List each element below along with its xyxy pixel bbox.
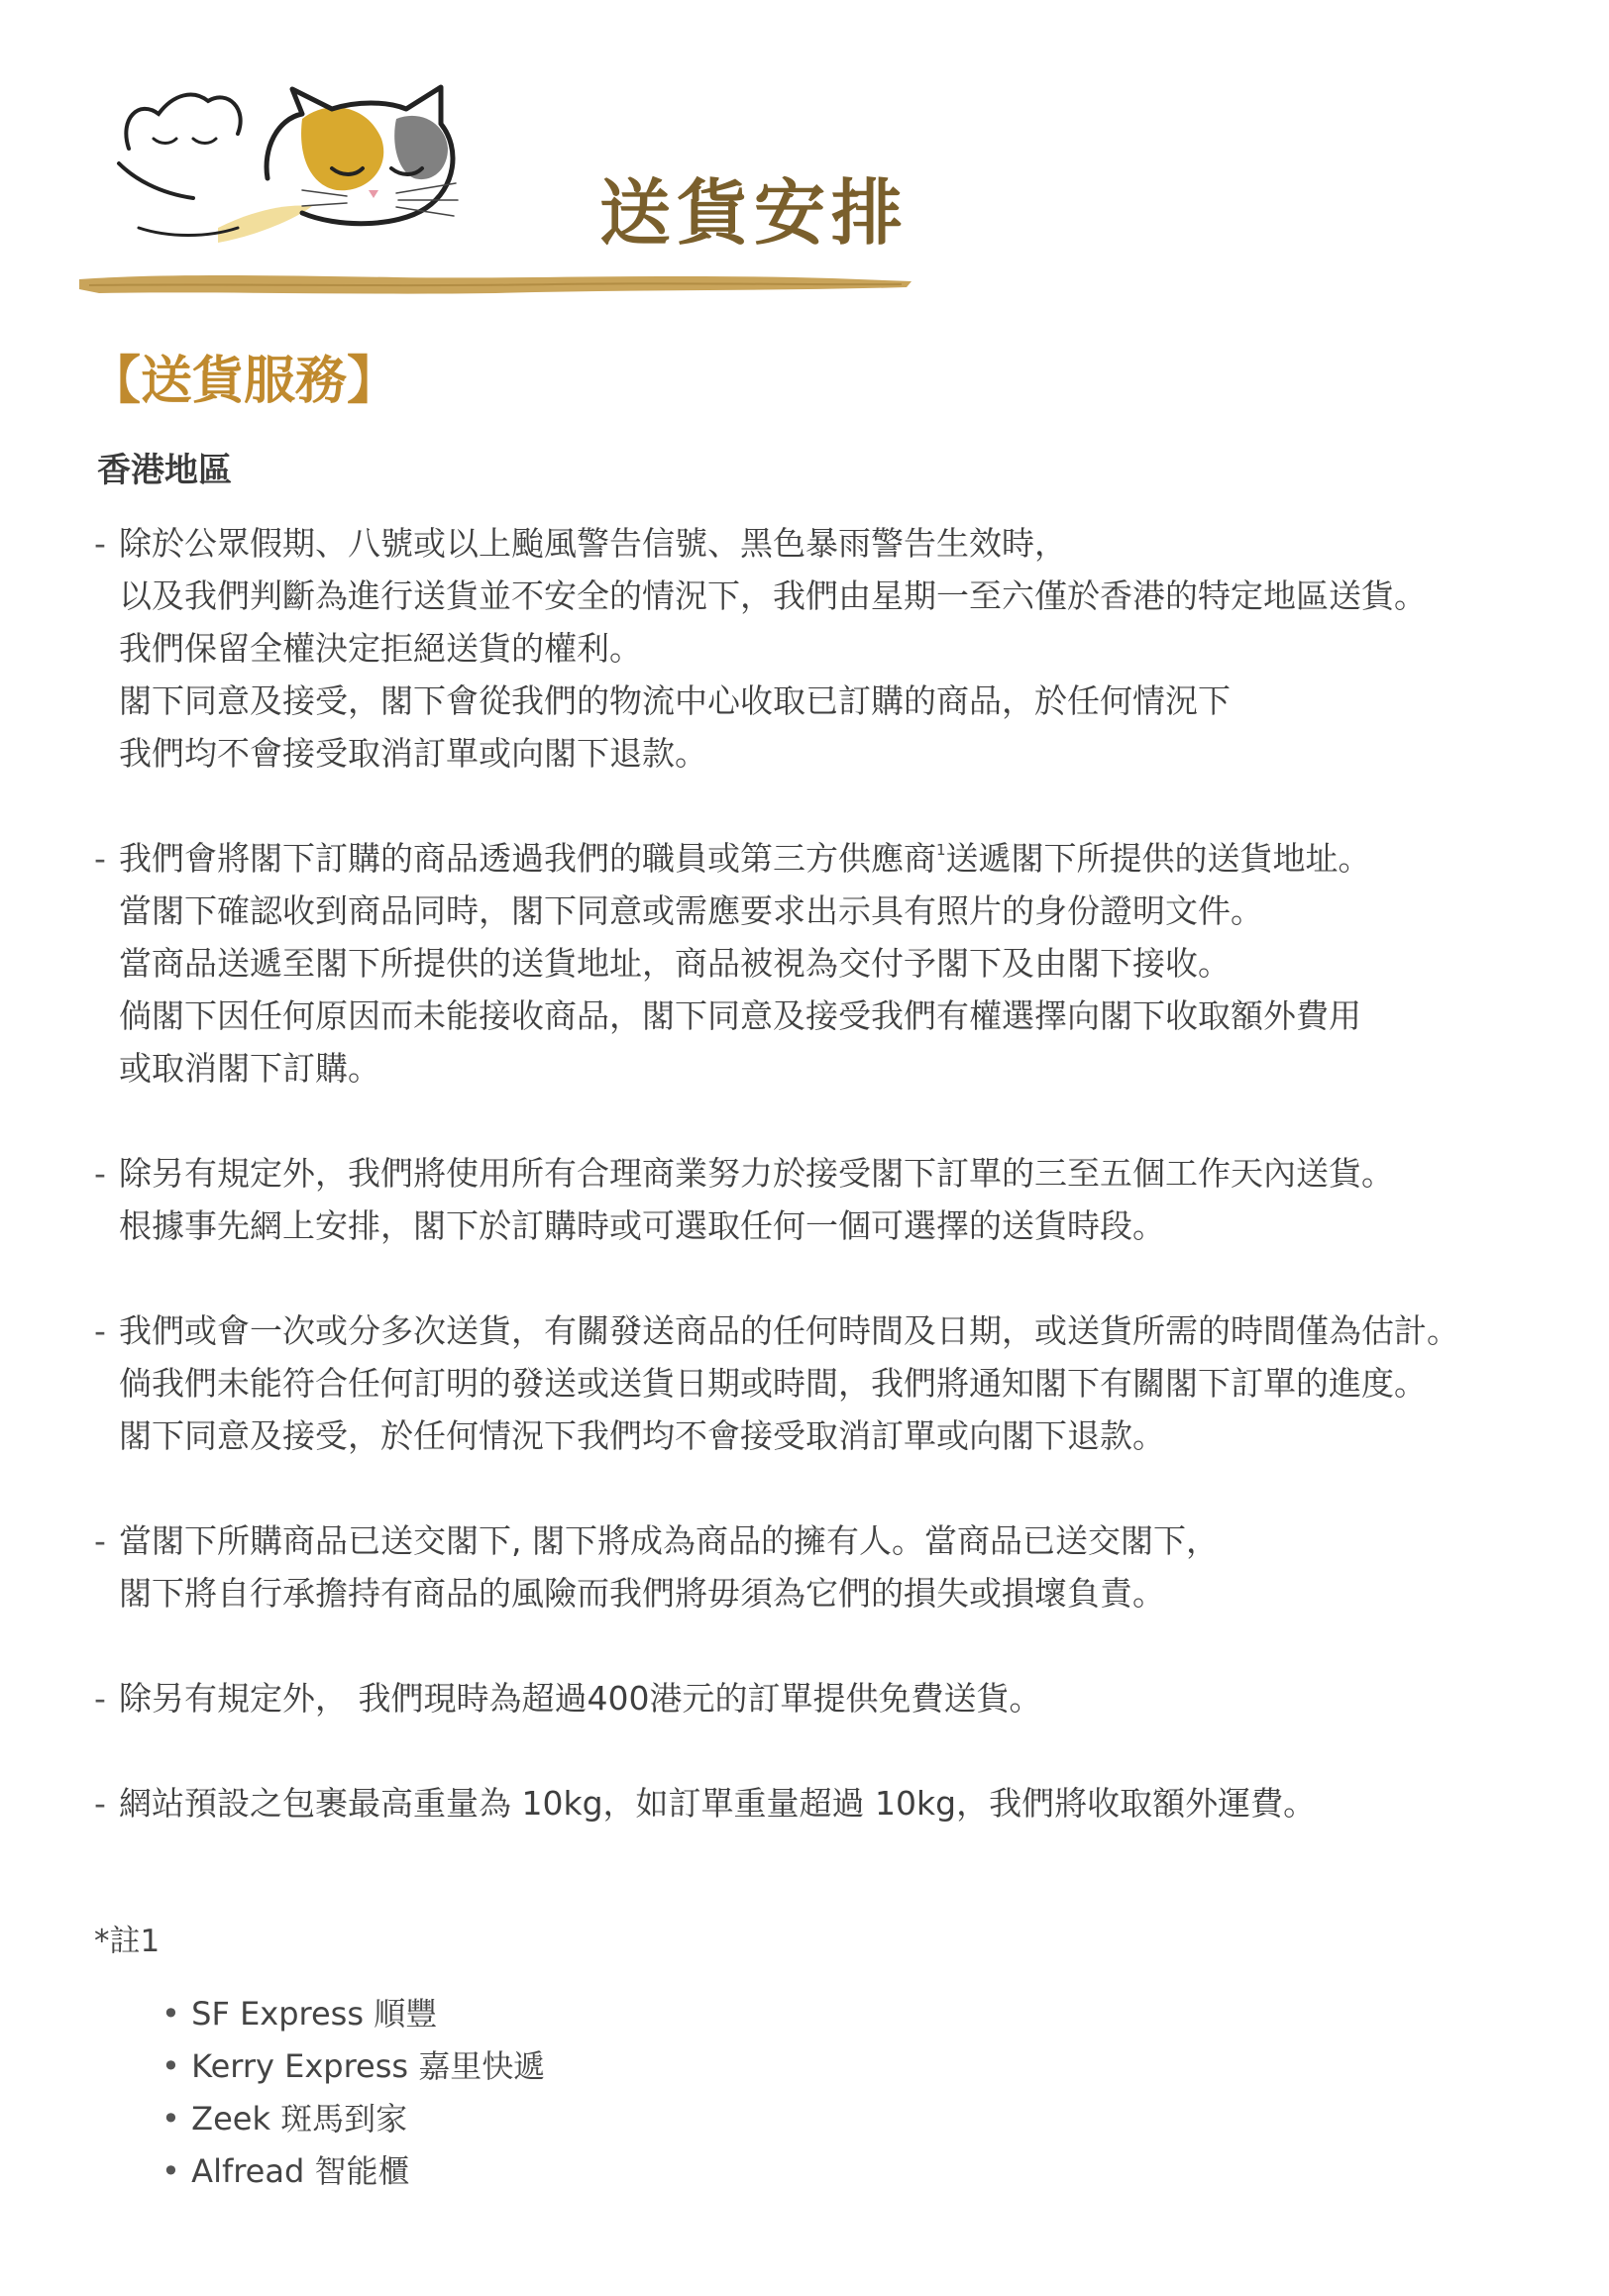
term-line	[94, 1042, 1600, 1095]
term-text: 除於公眾假期、八號或以上颱風警告信號、黑色暴雨警告生效時，	[119, 524, 1067, 563]
courier-name: SF Express 順豐	[191, 1995, 438, 2033]
term-text: 閣下將自行承擔持有商品的風險而我們將毋須為它們的損失或損壞負責。	[119, 1574, 1165, 1613]
term-item	[94, 517, 1600, 780]
courier-list	[94, 1988, 887, 2198]
dash-marker: -	[94, 1311, 106, 1350]
courier-name: Kerry Express 嘉里快遞	[191, 2047, 546, 2085]
term-line	[94, 1777, 1600, 1829]
dash-marker: -	[94, 1521, 106, 1560]
term-text: 根據事先網上安排，閣下於訂購時或可選取任何一個可選擇的送貨時段。	[119, 1206, 1165, 1245]
term-line	[94, 570, 1600, 622]
term-text: 或取消閣下訂購。	[119, 1049, 380, 1088]
term-line	[94, 885, 1600, 937]
dash-marker: -	[94, 1784, 106, 1823]
term-text: 送遞閣下所提供的送貨地址。	[945, 839, 1371, 878]
term-line	[94, 1200, 1600, 1252]
term-item	[94, 1672, 1600, 1724]
term-line	[94, 1672, 1600, 1724]
bullet-icon: •	[161, 1995, 180, 2033]
term-line	[94, 1147, 1600, 1200]
term-text: 閣下同意及接受，閣下會從我們的物流中心收取已訂購的商品，於任何情況下	[119, 681, 1231, 720]
term-line	[94, 1357, 1600, 1409]
sleeping-cat-illustration	[99, 79, 476, 277]
term-text: 當閣下確認收到商品同時，閣下同意或需應要求出示具有照片的身份證明文件。	[119, 891, 1263, 930]
dash-marker: -	[94, 839, 106, 878]
courier-item-alfread	[161, 2145, 887, 2198]
term-line	[94, 675, 1600, 727]
term-item	[94, 1777, 1600, 1829]
term-text: 倘我們未能符合任何訂明的發送或送貨日期或時間，我們將通知閣下有關閣下訂單的進度。	[119, 1364, 1427, 1403]
page-title: 送貨安排	[599, 171, 910, 255]
term-item	[94, 832, 1600, 1095]
dash-marker: -	[94, 1679, 106, 1718]
term-text: 當閣下所購商品已送交閣下, 閣下將成為商品的擁有人。當商品已送交閣下，	[119, 1521, 1219, 1560]
region-heading-hong-kong: 香港地區	[97, 451, 232, 490]
bullet-icon: •	[161, 2152, 180, 2190]
term-line	[94, 727, 1600, 780]
courier-item-kerry-express	[161, 2040, 887, 2093]
footnote-marker: 1	[936, 841, 946, 859]
term-text: 倘閣下因任何原因而未能接收商品，閣下同意及接受我們有權選擇向閣下收取額外費用	[119, 996, 1361, 1035]
footnote-title: *註1	[94, 1924, 161, 1959]
term-text: 除另有規定外， 我們現時為超過400港元的訂單提供免費送貨。	[119, 1679, 1042, 1718]
dash-marker: -	[94, 1154, 106, 1193]
delivery-terms-list	[94, 517, 1600, 1882]
term-line	[94, 832, 1600, 885]
bullet-icon: •	[161, 2047, 180, 2085]
dash-marker: -	[94, 524, 106, 563]
term-line	[94, 937, 1600, 990]
term-line	[94, 622, 1600, 675]
courier-name: Zeek 斑馬到家	[191, 2100, 408, 2138]
term-text: 除另有規定外，我們將使用所有合理商業努力於接受閣下訂單的三至五個工作天內送貨。	[119, 1154, 1394, 1193]
courier-name: Alfread 智能櫃	[191, 2152, 410, 2190]
term-text: 我們保留全權決定拒絕送貨的權利。	[119, 629, 642, 668]
brush-stroke-divider	[79, 269, 912, 299]
page-header	[0, 0, 1609, 317]
term-line	[94, 1567, 1600, 1619]
term-line	[94, 517, 1600, 570]
term-text: 我們會將閣下訂購的商品透過我們的職員或第三方供應商	[119, 839, 936, 878]
term-text: 當商品送遞至閣下所提供的送貨地址，商品被視為交付予閣下及由閣下接收。	[119, 944, 1231, 983]
section-heading-delivery-service: 【送貨服務】	[89, 352, 399, 411]
term-text: 我們均不會接受取消訂單或向閣下退款。	[119, 734, 707, 773]
footnote-block	[94, 1917, 887, 2198]
term-item	[94, 1147, 1600, 1252]
term-text: 閣下同意及接受，於任何情況下我們均不會接受取消訂單或向閣下退款。	[119, 1416, 1165, 1455]
term-line	[94, 990, 1600, 1042]
term-text: 網站預設之包裹最高重量為 10kg，如訂單重量超過 10kg，我們將收取額外運費。	[119, 1784, 1317, 1823]
courier-item-zeek	[161, 2093, 887, 2145]
term-item	[94, 1305, 1600, 1462]
bullet-icon: •	[161, 2100, 180, 2138]
term-line	[94, 1305, 1600, 1357]
term-item	[94, 1514, 1600, 1619]
term-line	[94, 1409, 1600, 1462]
courier-item-sf-express	[161, 1988, 887, 2040]
term-text: 以及我們判斷為進行送貨並不安全的情況下，我們由星期一至六僅於香港的特定地區送貨。	[119, 576, 1427, 615]
term-line	[94, 1514, 1600, 1567]
term-text: 我們或會一次或分多次送貨，有關發送商品的任何時間及日期，或送貨所需的時間僅為估計。	[119, 1311, 1459, 1350]
